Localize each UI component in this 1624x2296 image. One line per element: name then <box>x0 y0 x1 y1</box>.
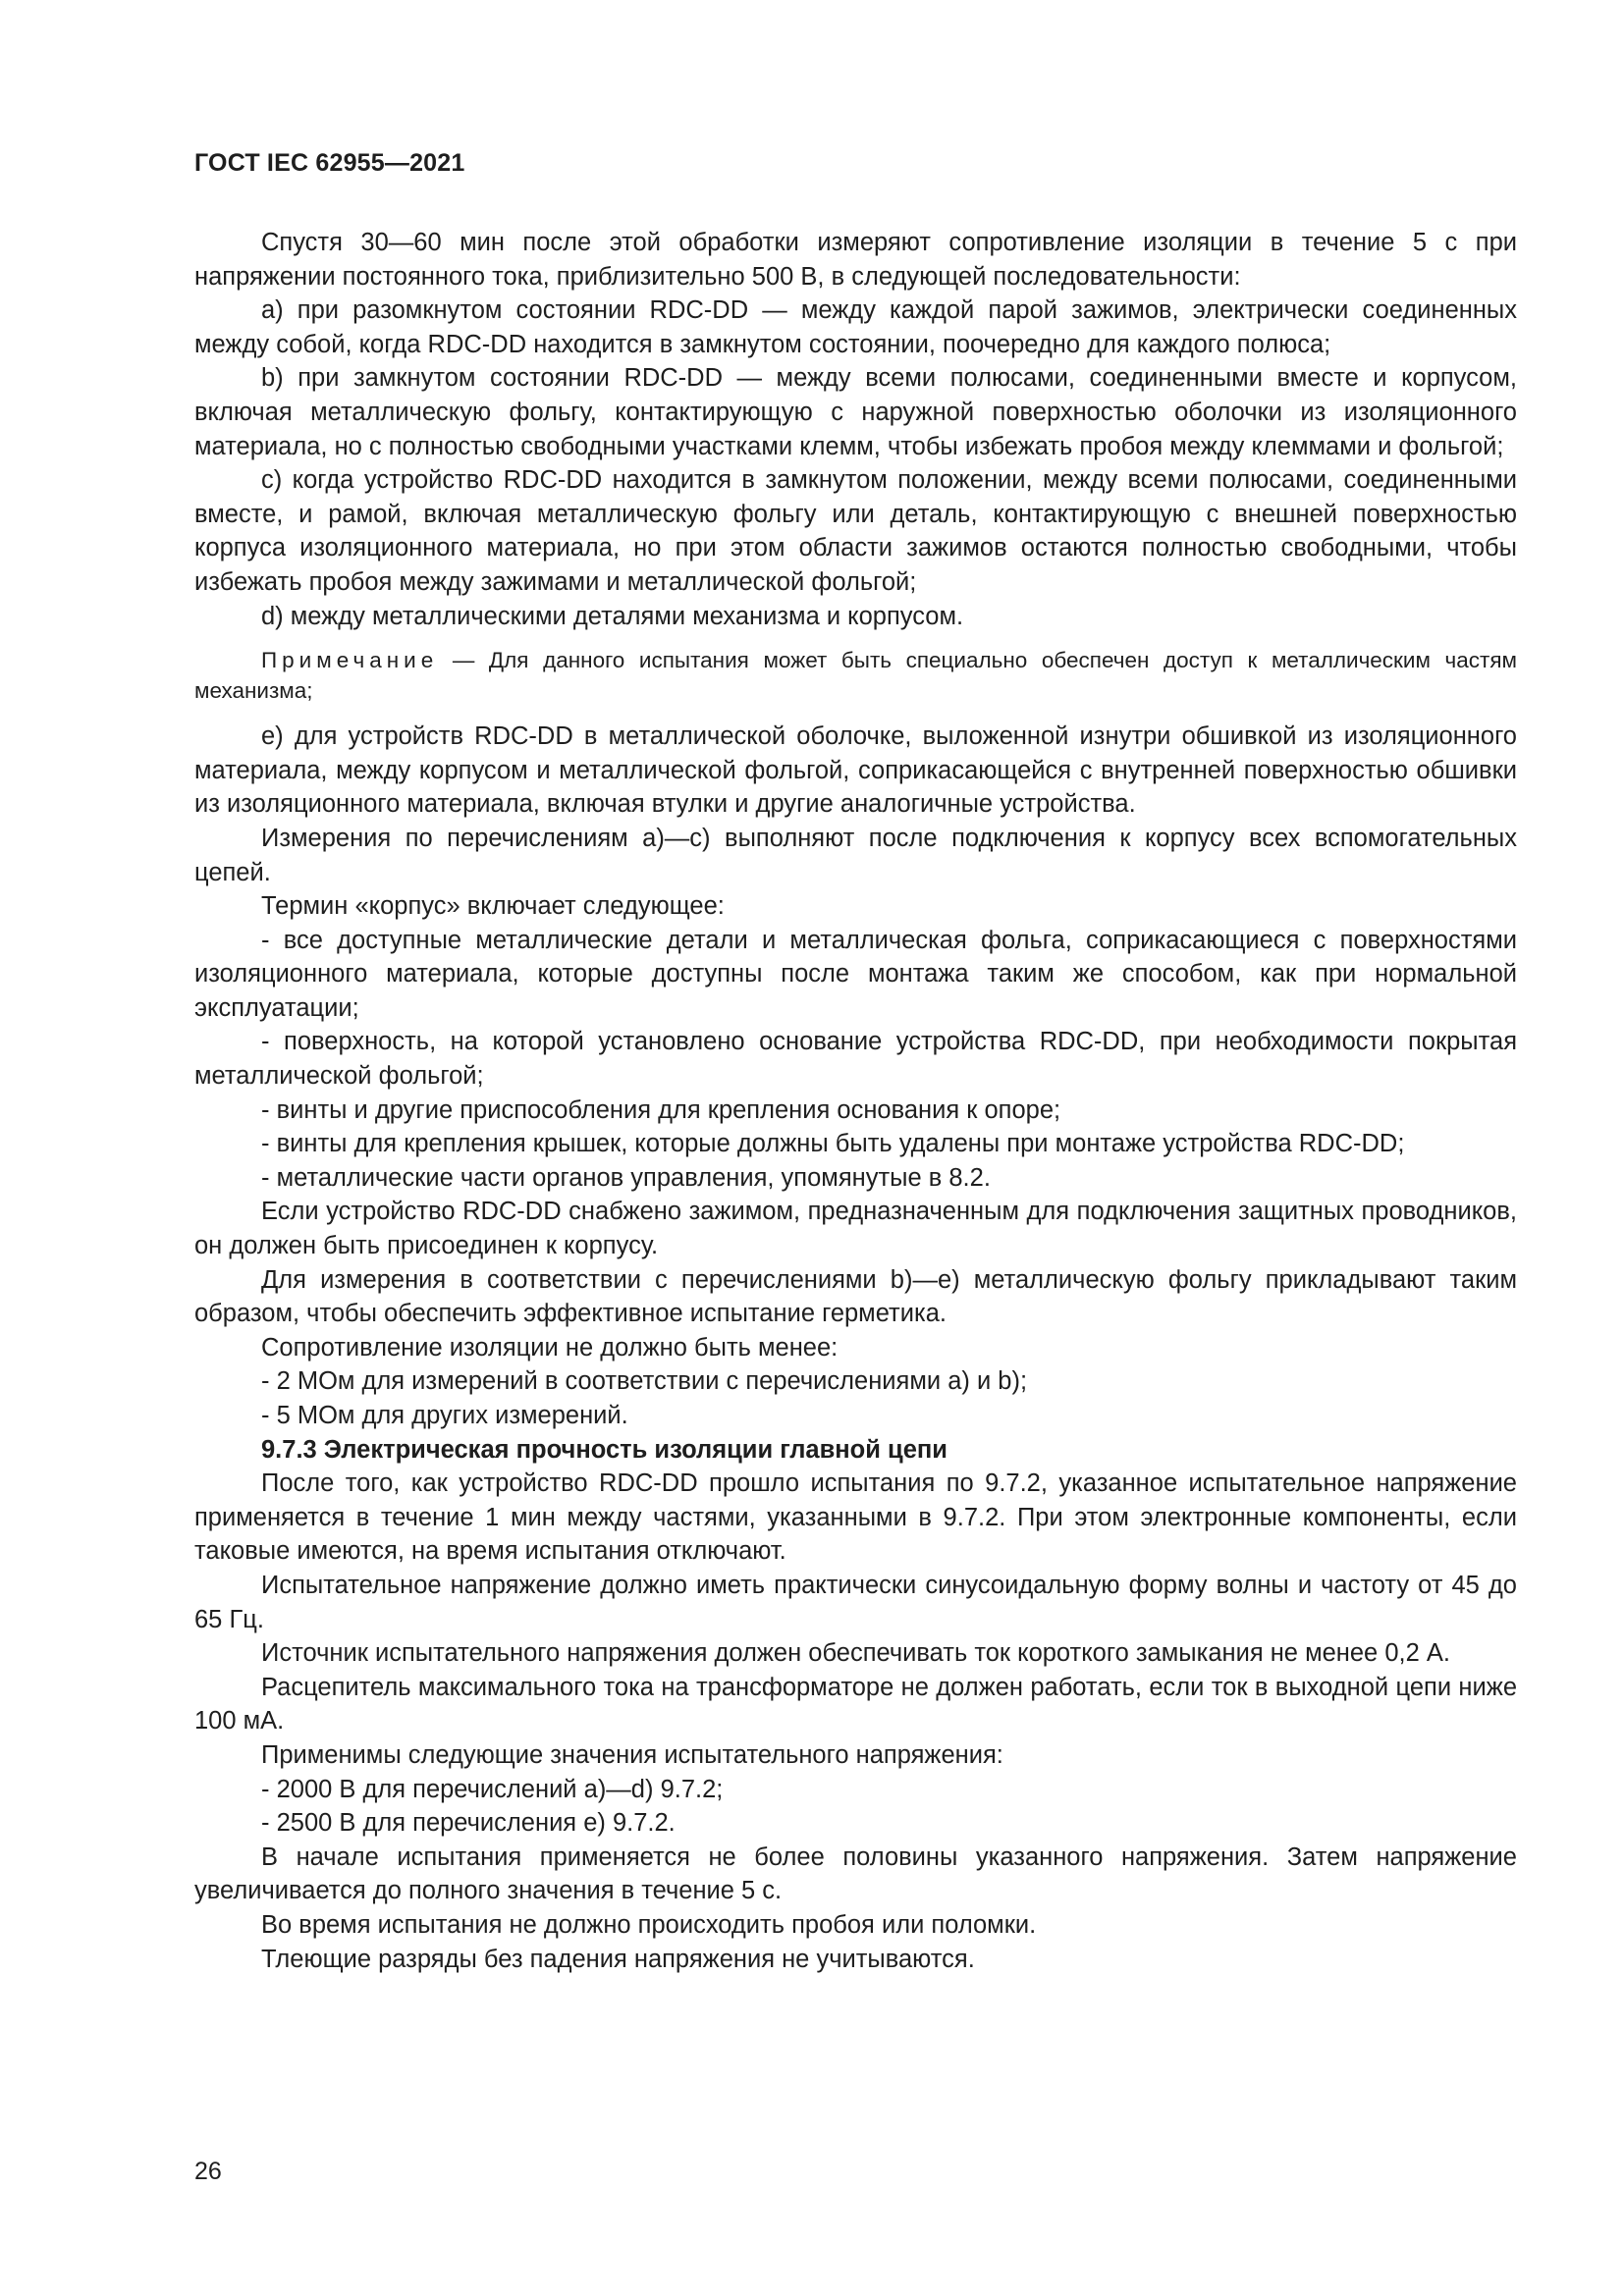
paragraph: Измерения по перечислениям a)—c) выполняют после подключения к корпусу всех вспомогательных цепей. <box>194 824 1517 886</box>
list-item: - 5 МОм для других измерений. <box>261 1402 628 1429</box>
paragraph: В начале испытания применяется не более половины указанного напряжения. Затем напряжение увеличивается до полного значения в течение 5 с. <box>194 1842 1517 1905</box>
paragraph: Во время испытания не должно происходить пробоя или поломки. <box>261 1910 1037 1939</box>
note-text: — Для данного испытания может быть специально обеспечен доступ к металлическим частям механизма; <box>194 648 1517 704</box>
paragraph: Термин «корпус» включает следующее: <box>261 892 725 921</box>
paragraph: Если устройство RDC-DD снабжено зажимом, предназначенным для подключения защитных проводников, он должен быть присоединен к корпусу. <box>194 1198 1517 1260</box>
list-item-c: c) когда устройство RDC-DD находится в замкнутом положении, между всеми полюсами, соединенными вместе, и рамой, включая металлическую фольгу или деталь, контактирующую с внешней поверхностью корпуса изоляционного материала, но при этом области зажимов остаются полностью свободными, чтобы избежать пробоя между зажимами и металлической фольгой; <box>194 466 1517 596</box>
list-item: - поверхность, на которой установлено основание устройства RDC-DD, при необходимости покрытая металлической фольгой; <box>194 1028 1517 1091</box>
list-item-e: e) для устройств RDC-DD в металлической оболочке, выложенной изнутри обшивкой из изоляционного материала, между корпусом и металлической фольгой, соприкасающейся с внутренней поверхностью обшивки из изоляционного материала, включая втулки и другие аналогичные устройства. <box>194 722 1517 819</box>
paragraph: Тлеющие разряды без падения напряжения не учитываются. <box>261 1945 975 1973</box>
list-item: - металлические части органов управления, упомянутые в 8.2. <box>261 1163 991 1192</box>
list-item: - все доступные металлические детали и металлическая фольга, соприкасающиеся с поверхностями изоляционного материала, которые доступны после монтажа таким же способом, как при нормальной эксплуатации; <box>194 926 1517 1022</box>
paragraph: Применимы следующие значения испытательного напряжения: <box>261 1740 1003 1769</box>
list-item: - 2000 В для перечислений a)—d) 9.7.2; <box>261 1775 724 1803</box>
list-item: - 2 МОм для измерений в соответствии с перечислениями a) и b); <box>261 1367 1028 1396</box>
paragraph: Источник испытательного напряжения должен обеспечивать ток короткого замыкания не менее 0,2 А. <box>261 1639 1450 1668</box>
page-number: 26 <box>194 2158 222 2185</box>
list-item: - винты для крепления крышек, которые должны быть удалены при монтаже устройства RDC-DD; <box>261 1130 1405 1158</box>
list-item: - 2500 В для перечисления e) 9.7.2. <box>261 1809 676 1838</box>
paragraph: Испытательное напряжение должно иметь практически синусоидальную форму волны и частоту от 45 до 65 Гц. <box>194 1571 1517 1633</box>
paragraph: После того, как устройство RDC-DD прошло испытания по 9.7.2, указанное испытательное напряжение применяется в течение 1 мин между частями, указанными в 9.7.2. При этом электронные компоненты, если таковые имеются, на время испытания отключают. <box>194 1469 1517 1566</box>
paragraph: Сопротивление изоляции не должно быть менее: <box>261 1333 839 1362</box>
document-header: ГОСТ IEC 62955—2021 <box>194 149 465 177</box>
list-item-a: a) при разомкнутом состоянии RDC-DD — между каждой парой зажимов, электрически соединенных между собой, когда RDC-DD находится в замкнутом состоянии, поочередно для каждого полюса; <box>194 296 1517 358</box>
note <box>194 645 1517 706</box>
paragraph: Спустя 30—60 мин после этой обработки измеряют сопротивление изоляции в течение 5 с при напряжении постоянного тока, приблизительно 500 В, в следующей последовательности: <box>194 229 1517 291</box>
paragraph: Для измерения в соответствии с перечислениями b)—e) металлическую фольгу прикладывают таким образом, чтобы обеспечить эффективное испытание герметика. <box>194 1265 1517 1328</box>
paragraph: Расцепитель максимального тока на трансформаторе не должен работать, если ток в выходной цепи ниже 100 мА. <box>194 1673 1517 1735</box>
document-body <box>194 226 1517 1976</box>
list-item: - винты и другие приспособления для крепления основания к опоре; <box>261 1095 1061 1124</box>
note-label: Примечание <box>261 648 439 673</box>
list-item-d: d) между металлическими деталями механизма и корпусом. <box>261 602 964 630</box>
list-item-b: b) при замкнутом состоянии RDC-DD — между всеми полюсами, соединенными вместе и корпусом, включая металлическую фольгу, контактирующую с наружной поверхностью оболочки из изоляционного материала, но с полностью свободными участками клемм, чтобы избежать пробоя между клеммами и фольгой; <box>194 364 1517 460</box>
section-heading: 9.7.3 Электрическая прочность изоляции главной цепи <box>261 1435 947 1464</box>
